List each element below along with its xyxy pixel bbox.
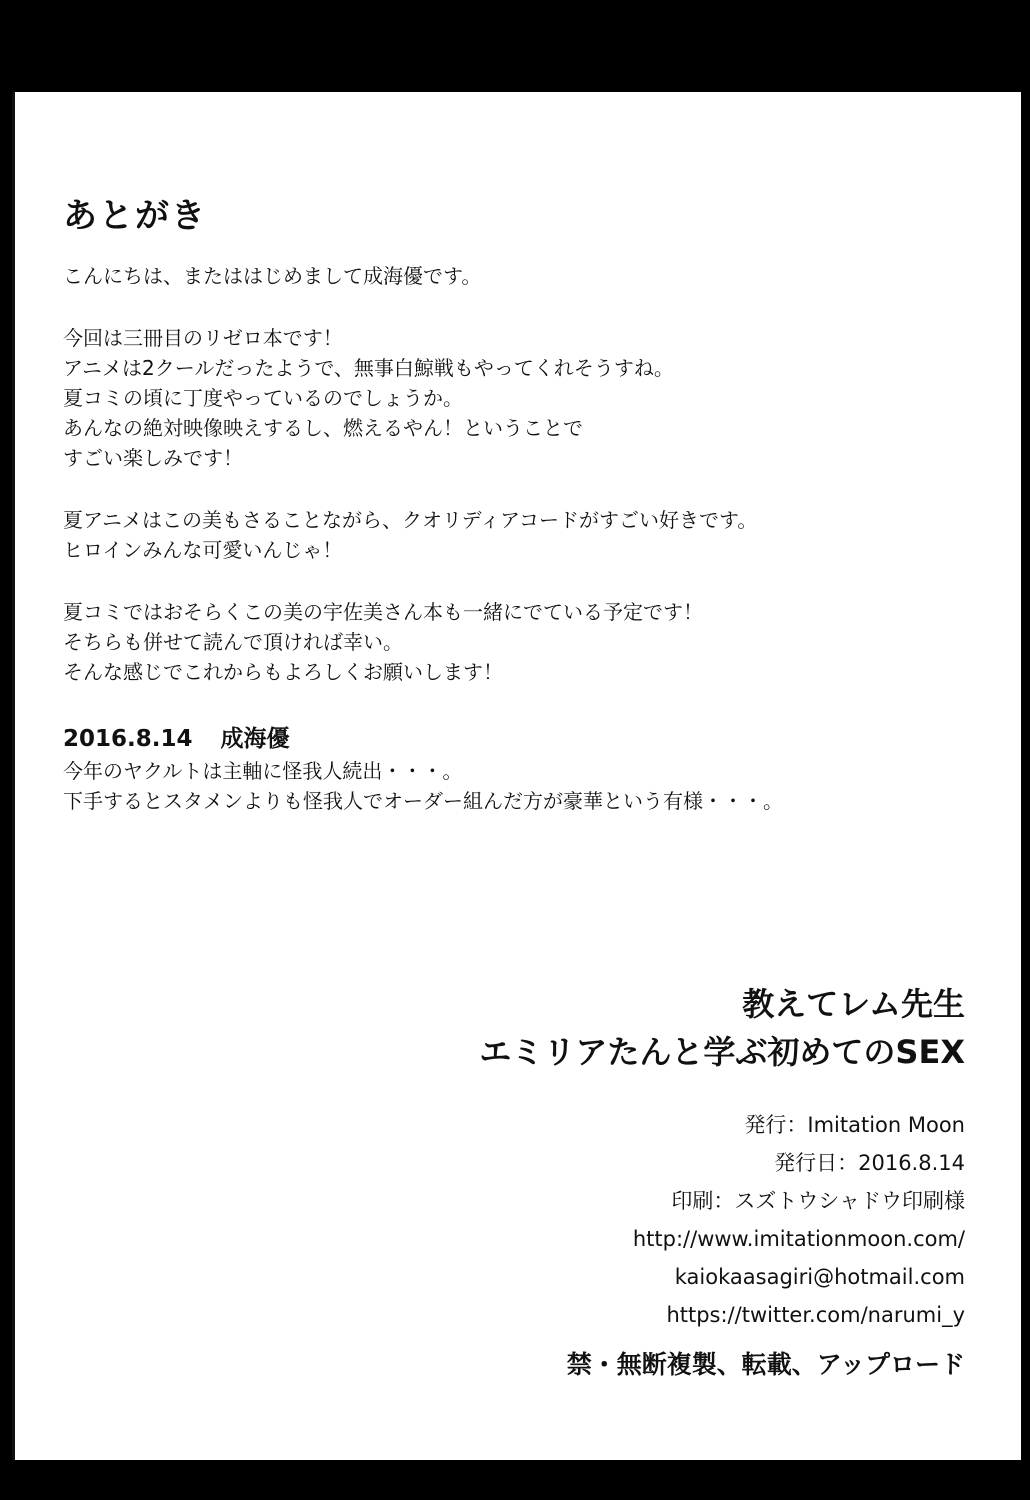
text-line: あんなの絶対映像映えするし、燃えるやん！ということで <box>63 415 583 440</box>
note-line: 今年のヤクルトは主軸に怪我人続出・・・。 <box>63 759 463 783</box>
book-subtitle-line: エミリアたんと学ぶ初めてのSEX <box>479 1033 965 1071</box>
spacer <box>479 1076 965 1106</box>
paragraph-comiket <box>63 597 823 687</box>
text-line: 夏コミの頃に丁度やっているのでしょうか。 <box>63 385 463 410</box>
twitter-url: https://twitter.com/narumi_y <box>666 1303 965 1327</box>
text-line: こんにちは、またははじめまして成海優です。 <box>63 263 482 288</box>
text-line: 今回は三冊目のリゼロ本です！ <box>63 325 343 350</box>
signature-author: 成海優 <box>220 726 290 752</box>
book-title-line: 教えてレム先生 <box>742 985 965 1023</box>
text-line: アニメは2クールだったようで、無事白鯨戦もやってくれそうすね。 <box>63 355 674 380</box>
publish-date-line: 発行日：2016.8.14 <box>774 1151 965 1175</box>
note-line: 下手するとスタメンよりも怪我人でオーダー組んだ方が豪華という有様・・・。 <box>63 789 783 813</box>
afterword-heading: あとがき <box>63 196 207 236</box>
text-line: すごい楽しみです！ <box>63 445 243 470</box>
text-line: ヒロインみんな可愛いんじゃ！ <box>63 537 343 562</box>
website-url: http://www.imitationmoon.com/ <box>632 1227 965 1251</box>
email-address: kaiokaasagiri@hotmail.com <box>674 1265 965 1289</box>
paragraph-summer-anime <box>63 505 823 565</box>
afterword-section <box>63 196 823 719</box>
text-line: 夏コミではおそらくこの美の宇佐美さん本も一緒にでている予定です！ <box>63 599 703 624</box>
signature-section <box>63 722 823 816</box>
text-line: 夏アニメはこの美もさることながら、クオリディアコードがすごい好きです。 <box>63 507 758 532</box>
paragraph-greeting <box>63 261 823 291</box>
text-line: そちらも併せて読んで頂ければ幸い。 <box>63 629 403 654</box>
colophon-section <box>479 980 965 1384</box>
publisher-line: 発行：Imitation Moon <box>744 1113 965 1137</box>
copyright-notice: 禁・無断複製、転載、アップロード <box>566 1350 965 1379</box>
signature-date: 2016.8.14 <box>63 726 193 752</box>
text-line: そんな感じでこれからもよろしくお願いします！ <box>63 659 503 684</box>
page-sheet <box>12 92 1021 1460</box>
paragraph-third-book <box>63 323 823 473</box>
printer-line: 印刷：スズトウシャドウ印刷様 <box>671 1189 965 1213</box>
signature-line <box>63 722 823 756</box>
